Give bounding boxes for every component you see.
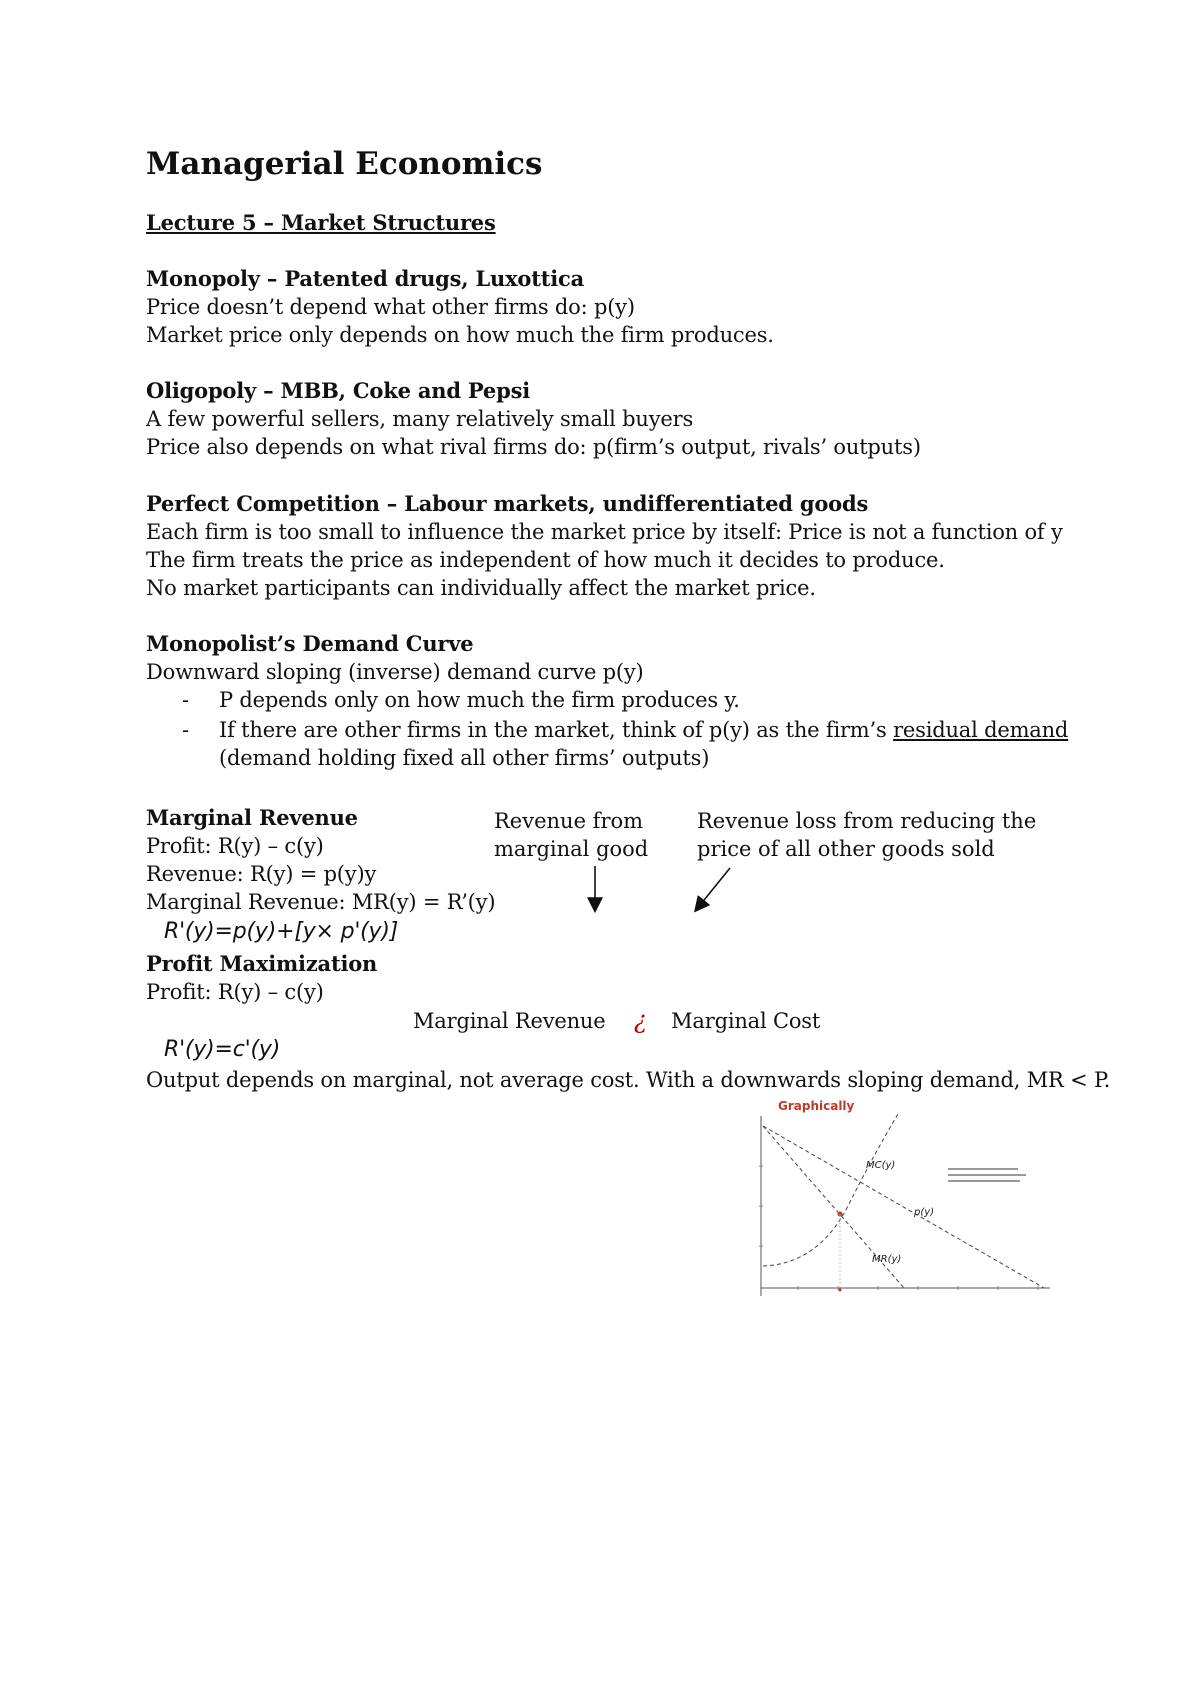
page-title: Managerial Economics	[146, 146, 543, 182]
marginal-revenue-heading: Marginal Revenue	[146, 805, 358, 830]
monopoly-heading: Monopoly – Patented drugs, Luxottica	[146, 266, 585, 291]
mr-label: MR(y)	[872, 1254, 902, 1265]
bullet-dash: -	[182, 718, 190, 742]
perfect-competition-heading: Perfect Competition – Labour markets, undifferentiated goods	[146, 491, 869, 516]
monopoly-line-2: Market price only depends on how much the firm produces.	[146, 323, 774, 347]
marginal-cost-label: Marginal Cost	[671, 1009, 821, 1033]
demand-bullet-2-text: If there are other firms in the market, think of p(y) as the firm’s	[219, 718, 894, 742]
oligopoly-line-2: Price also depends on what rival firms do: p(firm’s output, rivals’ outputs)	[146, 435, 921, 459]
monopoly-line-1: Price doesn’t depend what other firms do: p(y)	[146, 295, 635, 319]
py-label: p(y)	[914, 1207, 935, 1218]
demand-bullet-1: P depends only on how much the firm produces y.	[219, 688, 740, 712]
mr-revenue-line: Revenue: R(y) = p(y)y	[146, 862, 377, 886]
profit-max-profit-line: Profit: R(y) – c(y)	[146, 980, 324, 1004]
annotation-marginal-good-1: Revenue from	[494, 809, 644, 833]
perfect-competition-line-2: The firm treats the price as independent of how much it decides to produce.	[146, 548, 945, 572]
profit-max-heading: Profit Maximization	[146, 951, 378, 976]
annotation-marginal-good-2: marginal good	[494, 837, 649, 861]
graph-title: Graphically	[778, 1099, 855, 1113]
arrow-diagonal-icon	[696, 868, 730, 910]
perfect-competition-line-3: No market participants can individually affect the market price.	[146, 576, 816, 600]
mr-definition-line: Marginal Revenue: MR(y) = R’(y)	[146, 890, 496, 914]
marginal-revenue-label: Marginal Revenue	[413, 1009, 606, 1033]
mc-label: MC(y)	[866, 1160, 896, 1171]
profit-max-formula: R'(y)=c'(y)	[164, 1037, 281, 1062]
mr-formula: R'(y)=p(y)+[y× p'(y)]	[164, 919, 399, 944]
oligopoly-heading: Oligopoly – MBB, Coke and Pepsi	[146, 378, 530, 403]
mr-profit-line: Profit: R(y) – c(y)	[146, 834, 324, 858]
demand-bullet-2-continuation: (demand holding fixed all other firms’ outputs)	[219, 746, 710, 770]
residual-demand-term: residual demand	[893, 718, 1069, 742]
bullet-dash: -	[182, 688, 190, 712]
output-marker	[839, 1289, 842, 1292]
oligopoly-line-1: A few powerful sellers, many relatively small buyers	[146, 407, 694, 431]
lecture-heading: Lecture 5 – Market Structures	[146, 210, 496, 235]
demand-curve-line: Downward sloping (inverse) demand curve p(y)	[146, 660, 644, 684]
monopoly-graph	[758, 1096, 1054, 1300]
perfect-competition-line-1: Each firm is too small to influence the market price by itself: Price is not a function of y	[146, 520, 1063, 544]
annotation-revenue-loss-1: Revenue loss from reducing the	[697, 809, 1037, 833]
demand-curve-heading: Monopolist’s Demand Curve	[146, 631, 474, 656]
equals-symbol: ¿	[633, 1006, 647, 1034]
profit-max-output-line: Output depends on marginal, not average cost. With a downwards sloping demand, MR < P.	[146, 1068, 1111, 1092]
annotation-revenue-loss-2: price of all other goods sold	[697, 837, 995, 861]
profit-max-equality-line	[413, 1006, 820, 1035]
